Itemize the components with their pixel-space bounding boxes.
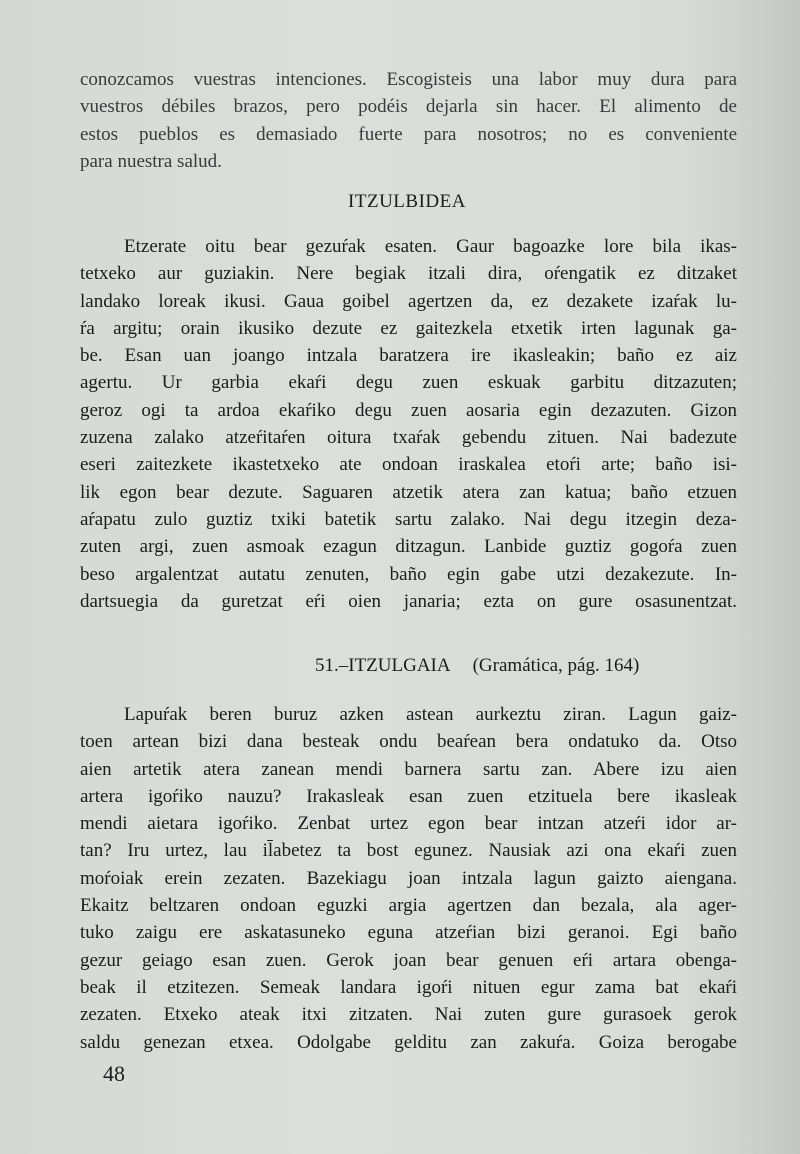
text-line: ŕa argitu; orain ikusiko dezute ez gaitezkela etxetik irten lagunak ga-	[80, 317, 737, 339]
exercise-number: 51.–ITZULGAIA	[315, 655, 451, 676]
text-line: dartsuegia da guretzat eŕi oien janaria; ezta on gure osasunentzat.	[80, 590, 737, 612]
text-line: aien artetik atera zanean mendi barnera sartu zan. Abere izu aien	[80, 758, 737, 780]
text-line: landako loreak ikusi. Gaua goibel agertzen da, ez dezakete izaŕak lu-	[80, 290, 737, 312]
text-line: beso argalentzat autatu zenuten, baño egin gabe utzi dezakezute. In-	[80, 563, 737, 585]
paragraph-itzulbidea	[80, 233, 737, 615]
text-line: aŕapatu zulo guztiz txiki batetik sartu zalako. Nai degu itzegin deza-	[80, 508, 737, 530]
text-line: conozcamos vuestras intenciones. Escogisteis una labor muy dura para	[80, 69, 737, 90]
text-line: mendi aietara igoŕiko. Zenbat urtez egon bear intzan atzeŕi idor ar-	[80, 813, 737, 835]
paragraph-itzulgaia	[80, 701, 737, 1056]
text-line: eseri zaitezkete ikastetxeko ate ondoan iraskalea etoŕi arte; baño isi-	[80, 454, 737, 476]
text-line: tan? Iru urtez, lau il̄abetez ta bost egunez. Nausiak azi ona ekaŕi zuen	[80, 840, 737, 862]
text-line: be. Esan uan joango intzala baratzera ire ikasleakin; baño ez aiz	[80, 345, 737, 367]
text-line: zuten argi, zuen asmoak ezagun ditzagun. Lanbide guztiz gogoŕa zuen	[80, 536, 737, 558]
page-number: 48	[103, 1061, 125, 1086]
paragraph-spanish-ending	[80, 66, 737, 175]
section-heading-itzulbidea: ITZULBIDEA	[348, 191, 466, 212]
text-line: beak il etzitezen. Semeak landara igoŕi nituen egur zama bat ekaŕi	[80, 976, 737, 998]
text-line: tuko zaigu ere askatasuneko eguna atzeŕian bizi geranoi. Egi baño	[80, 922, 737, 944]
text-line: Lapuŕak beren buruz azken astean aurkeztu ziran. Lagun gaiz-	[124, 704, 737, 725]
text-line: zezaten. Etxeko ateak itxi zitzaten. Nai zuten gure gurasoek gerok	[80, 1004, 737, 1026]
text-line: Ekaitz beltzaren ondoan eguzki argia agertzen dan bezala, ala ager-	[80, 895, 737, 917]
text-line: estos pueblos es demasiado fuerte para nosotros; no es conveniente	[80, 123, 737, 145]
text-line: geroz ogi ta ardoa ekaŕiko degu zuen aosaria egin dezazuten. Gizon	[80, 399, 737, 421]
text-line: Etzerate oitu bear gezuŕak esaten. Gaur bagoazke lore bila ikas-	[124, 236, 737, 257]
section-heading-itzulgaia	[315, 655, 639, 677]
text-line: toen artean bizi dana besteak ondu beaŕean bera ondatuko da. Otso	[80, 731, 737, 753]
grammar-reference: (Gramática, pág. 164)	[472, 655, 640, 676]
text-line: zuzena zalako atzeŕitaŕen oitura txaŕak gebendu zituen. Nai badezute	[80, 427, 737, 449]
text-line: gezur geiago esan zuen. Gerok joan bear genuen eŕi artara obenga-	[80, 949, 737, 971]
text-line: moŕoiak erein zezaten. Bazekiagu joan intzala lagun gaizto aiengana.	[80, 867, 737, 889]
text-line: tetxeko aur guziakin. Nere begiak itzali dira, oŕengatik ez ditzaket	[80, 263, 737, 285]
text-line: para nuestra salud.	[80, 150, 222, 172]
text-line: lik egon bear dezute. Saguaren atzetik atera zan katua; baño etzuen	[80, 481, 737, 503]
text-line: artera igoŕiko nauzu? Irakasleak esan zuen etzituela bere ikasleak	[80, 785, 737, 807]
text-line: saldu genezan etxea. Odolgabe gelditu zan zakuŕa. Goiza berogabe	[80, 1031, 737, 1053]
text-line: agertu. Ur garbia ekaŕi degu zuen eskuak garbitu ditzazuten;	[80, 372, 737, 394]
text-line: vuestros débiles brazos, pero podéis dejarla sin hacer. El alimento de	[80, 96, 737, 118]
